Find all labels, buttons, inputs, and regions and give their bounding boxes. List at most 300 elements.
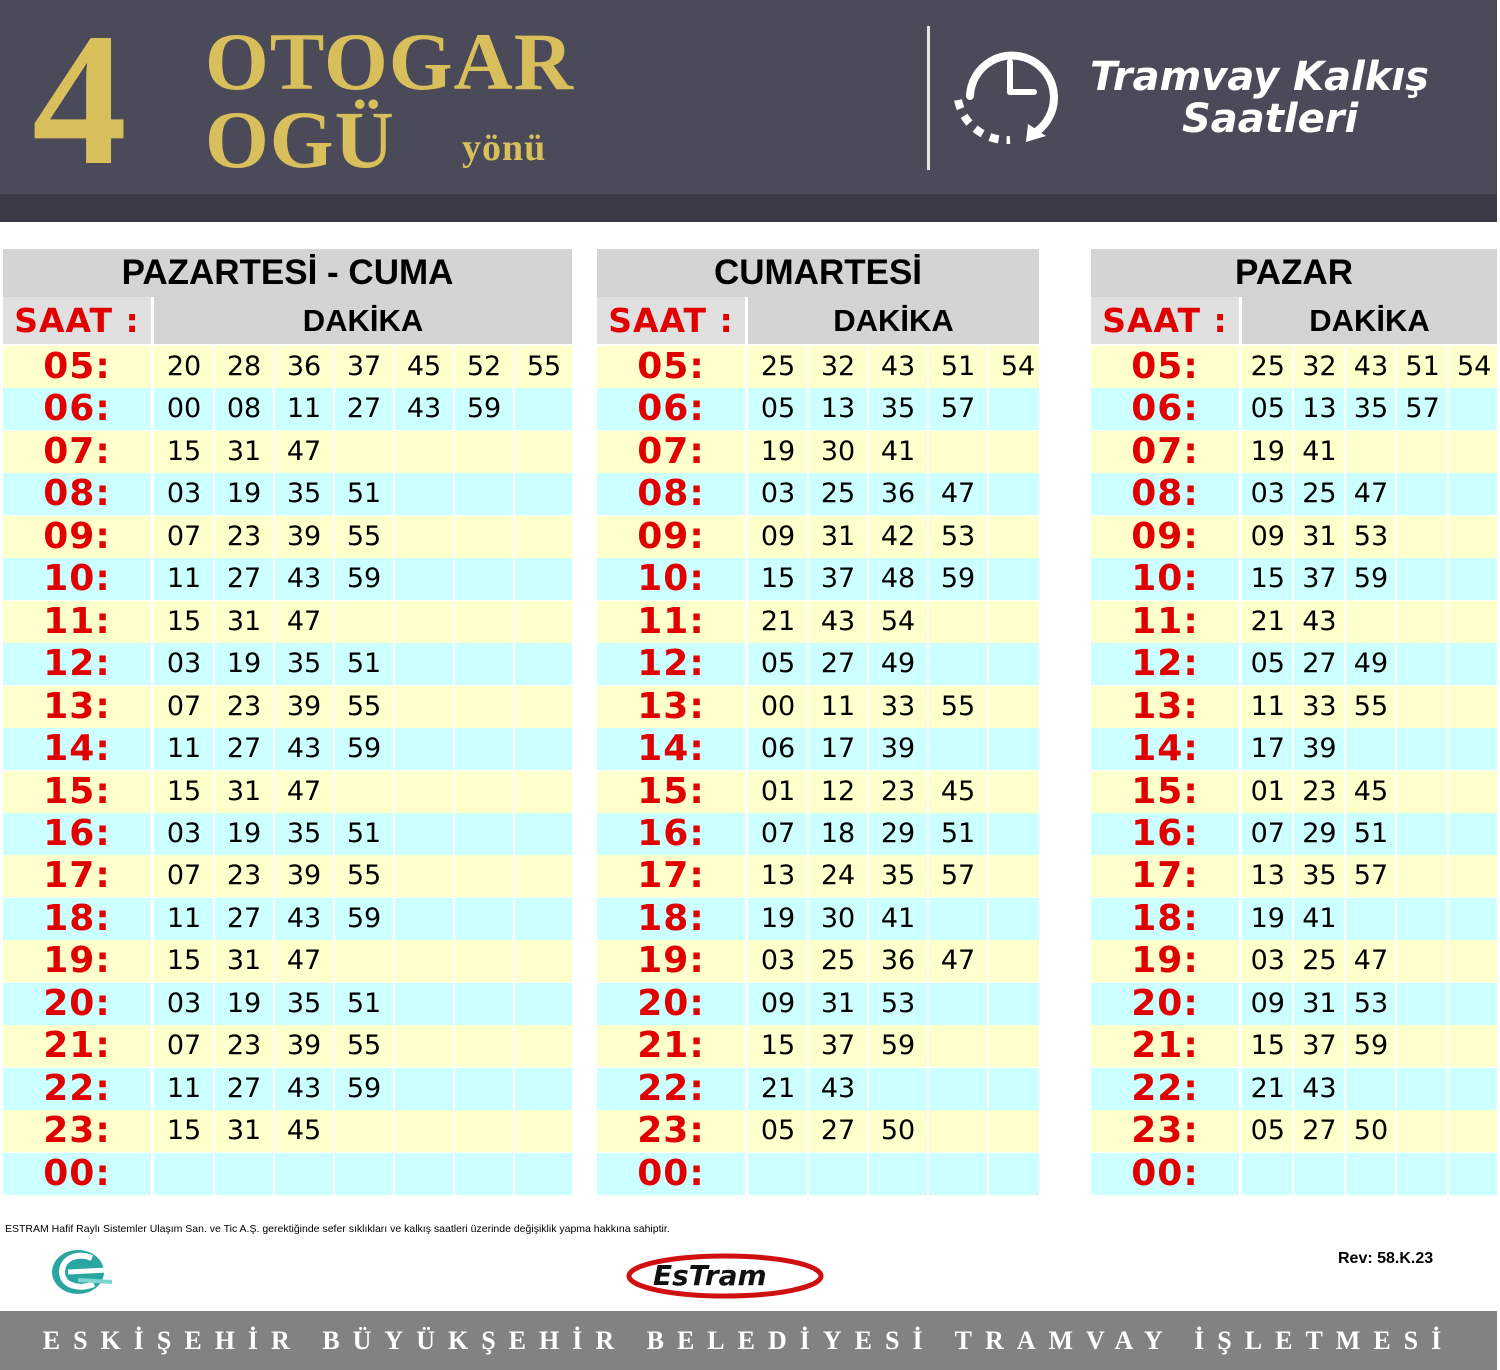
minute-cell: 31: [820, 987, 856, 1019]
hour-label: 08:: [43, 473, 111, 515]
minute-cell: 15: [166, 1115, 202, 1147]
column-divider: [453, 473, 455, 515]
column-divider: [987, 643, 989, 685]
minute-cell: 05: [1250, 393, 1285, 425]
schedule-title: CUMARTESİ: [597, 249, 1039, 297]
table-row: [3, 983, 572, 1025]
hour-label: 10:: [637, 558, 705, 600]
column-divider: [1447, 473, 1449, 515]
minute-cell: 27: [226, 733, 262, 765]
minute-cell: 27: [1302, 1115, 1337, 1147]
minute-cell: 55: [346, 520, 382, 552]
column-divider: [987, 728, 989, 770]
minute-cell: 47: [286, 775, 322, 807]
minute-cell: 43: [286, 1072, 322, 1104]
hour-label: 12:: [43, 643, 111, 685]
column-divider: [393, 813, 395, 855]
minute-cell: 27: [226, 563, 262, 595]
minute-cell: 17: [1250, 733, 1285, 765]
column-divider: [453, 686, 455, 728]
minute-cell: 25: [760, 351, 796, 382]
minute-cell: 37: [346, 351, 382, 382]
column-divider: [513, 940, 515, 982]
minute-cell: 55: [346, 690, 382, 722]
column-divider: [1447, 516, 1449, 558]
minute-cell: 55: [526, 351, 562, 382]
minute-cell: 30: [820, 435, 856, 467]
minute-cell: 39: [286, 520, 322, 552]
column-divider: [1395, 516, 1397, 558]
minute-cell: 51: [346, 478, 382, 510]
table-row: [3, 431, 572, 473]
minute-cell: 59: [1353, 1030, 1389, 1062]
column-divider: [1395, 1153, 1397, 1195]
column-divider: [1447, 728, 1449, 770]
column-divider: [453, 431, 455, 473]
estram-logo: [625, 1250, 825, 1300]
hour-label: 14:: [1131, 728, 1199, 770]
table-row: [1091, 346, 1497, 388]
hour-label: 11:: [43, 600, 111, 642]
column-divider: [333, 601, 335, 643]
column-divider: [393, 855, 395, 897]
column-divider: [807, 1153, 809, 1195]
column-divider: [927, 983, 929, 1025]
minute-cell: 07: [760, 817, 796, 849]
hour-label: 06:: [1131, 388, 1199, 430]
minute-cell: 45: [940, 775, 976, 807]
table-row: [597, 1068, 1039, 1110]
hour-label: 07:: [43, 430, 111, 472]
column-divider: [1344, 898, 1346, 940]
hour-label: 11:: [1131, 600, 1199, 642]
stop-name-b: OGÜ: [205, 94, 395, 185]
column-divider: [1344, 601, 1346, 643]
table-row: [597, 1153, 1039, 1195]
hour-label: 21:: [1131, 1025, 1199, 1067]
hour-label: 12:: [637, 643, 705, 685]
table-row: [597, 346, 1039, 388]
header-divider: [927, 26, 930, 170]
minute-cell: 09: [1250, 520, 1285, 552]
minute-cell: 19: [1250, 435, 1285, 467]
table-row: [597, 516, 1039, 558]
column-divider: [393, 1110, 395, 1152]
table-row: [1091, 1153, 1497, 1195]
column-divider: [1395, 1068, 1397, 1110]
minute-cell: 23: [1302, 775, 1337, 807]
clock-icon: [948, 40, 1080, 144]
hour-label: 16:: [1131, 812, 1199, 854]
minute-cell: 47: [286, 605, 322, 637]
minute-cell: 00: [760, 690, 796, 722]
minute-cell: 43: [286, 563, 322, 595]
column-divider: [1447, 643, 1449, 685]
minute-cell: 37: [1302, 563, 1337, 595]
column-divider: [453, 643, 455, 685]
table-row: [597, 1025, 1039, 1067]
minute-cell: 25: [1302, 478, 1337, 510]
minute-cell: 19: [226, 478, 262, 510]
column-divider: [1395, 558, 1397, 600]
minute-cell: 00: [166, 393, 202, 425]
hour-label: 09:: [637, 515, 705, 557]
minute-cell: 47: [940, 478, 976, 510]
column-divider: [745, 1153, 748, 1195]
minute-cell: 54: [880, 605, 916, 637]
saat-header: SAAT :: [3, 297, 151, 344]
minute-cell: 53: [880, 987, 916, 1019]
minute-cell: 47: [1353, 945, 1389, 977]
minute-cell: 09: [1250, 987, 1285, 1019]
minute-cell: 11: [1250, 690, 1285, 722]
table-row: [597, 473, 1039, 515]
column-divider: [927, 1025, 929, 1067]
hour-label: 23:: [637, 1110, 705, 1152]
table-row: [3, 388, 572, 430]
hour-label: 14:: [43, 728, 111, 770]
minute-cell: 59: [346, 733, 382, 765]
minute-cell: 32: [1302, 351, 1337, 382]
column-divider: [453, 771, 455, 813]
minute-cell: 03: [1250, 945, 1285, 977]
hour-label: 07:: [1131, 430, 1199, 472]
minute-cell: 27: [226, 902, 262, 934]
minute-cell: 09: [760, 520, 796, 552]
hour-label: 15:: [43, 770, 111, 812]
minute-cell: 23: [226, 860, 262, 892]
column-divider: [393, 728, 395, 770]
column-divider: [513, 728, 515, 770]
column-divider: [453, 1068, 455, 1110]
minute-cell: 19: [226, 817, 262, 849]
minute-cell: 15: [166, 605, 202, 637]
table-row: [3, 855, 572, 897]
stop-name-a: OTOGAR: [205, 16, 574, 107]
minute-cell: 52: [466, 351, 502, 382]
column-divider: [987, 1068, 989, 1110]
minute-cell: 51: [1353, 817, 1389, 849]
column-divider: [927, 898, 929, 940]
column-divider: [867, 1153, 869, 1195]
minute-cell: 25: [820, 478, 856, 510]
minute-cell: 29: [880, 817, 916, 849]
hour-label: 18:: [637, 897, 705, 939]
saat-header: SAAT :: [597, 297, 745, 344]
column-divider: [513, 473, 515, 515]
hour-label: 20:: [43, 982, 111, 1024]
column-divider: [1447, 431, 1449, 473]
hour-label: 09:: [43, 515, 111, 557]
hour-label: 20:: [637, 982, 705, 1024]
column-divider: [987, 388, 989, 430]
column-divider: [1395, 1110, 1397, 1152]
column-divider: [927, 1153, 929, 1195]
hour-label: 05:: [1131, 346, 1199, 387]
column-divider: [1447, 1110, 1449, 1152]
minute-cell: 36: [286, 351, 322, 382]
minute-cell: 19: [760, 435, 796, 467]
direction-word: yönü: [462, 127, 547, 169]
minute-cell: 39: [880, 733, 916, 765]
minute-cell: 20: [166, 351, 202, 382]
minute-cell: 43: [286, 902, 322, 934]
minute-cell: 42: [880, 520, 916, 552]
column-divider: [987, 558, 989, 600]
bottom-banner-text: ESKİŞEHİR BÜYÜKŞEHİR BELEDİYESİ TRAMVAY İŞLETMESİ: [42, 1326, 1455, 1355]
column-divider: [393, 473, 395, 515]
minute-cell: 31: [226, 775, 262, 807]
minute-cell: 18: [820, 817, 856, 849]
table-row: [1091, 558, 1497, 600]
schedule-title: PAZARTESİ - CUMA: [3, 249, 572, 297]
column-divider: [151, 1153, 154, 1195]
minute-cell: 53: [940, 520, 976, 552]
minute-cell: 27: [1302, 648, 1337, 680]
table-row: [3, 516, 572, 558]
minute-cell: 53: [1353, 987, 1389, 1019]
column-divider: [453, 813, 455, 855]
column-divider: [1447, 1025, 1449, 1067]
column-divider: [1395, 601, 1397, 643]
minute-cell: 41: [880, 902, 916, 934]
header-title-line2: Saatleri: [1182, 96, 1359, 142]
hour-label: 11:: [637, 600, 705, 642]
hour-label: 13:: [43, 685, 111, 727]
column-divider: [453, 855, 455, 897]
minute-cell: 25: [1302, 945, 1337, 977]
column-divider: [1239, 1153, 1242, 1195]
table-row: [3, 346, 572, 388]
hour-label: 16:: [637, 812, 705, 854]
minute-cell: 06: [760, 733, 796, 765]
minute-cell: 05: [1250, 648, 1285, 680]
estram-logo-text: EsTram: [653, 1259, 767, 1292]
minute-cell: 03: [166, 478, 202, 510]
column-divider: [513, 771, 515, 813]
minute-cell: 35: [286, 987, 322, 1019]
hour-label: 06:: [637, 388, 705, 430]
dakika-header: DAKİKA: [748, 297, 1039, 344]
column-divider: [927, 728, 929, 770]
table-row: [1091, 516, 1497, 558]
minute-cell: 31: [226, 945, 262, 977]
column-divider: [1447, 686, 1449, 728]
minute-cell: 07: [1250, 817, 1285, 849]
column-divider: [927, 1110, 929, 1152]
minute-cell: 03: [166, 648, 202, 680]
minute-cell: 25: [820, 945, 856, 977]
table-row: [597, 1110, 1039, 1152]
column-divider: [867, 1068, 869, 1110]
minute-cell: 50: [880, 1115, 916, 1147]
column-divider: [987, 940, 989, 982]
column-divider: [1447, 813, 1449, 855]
column-divider: [1395, 898, 1397, 940]
minute-cell: 11: [820, 690, 856, 722]
minute-cell: 27: [820, 648, 856, 680]
table-row: [1091, 983, 1497, 1025]
column-divider: [927, 1068, 929, 1110]
hour-label: 17:: [637, 855, 705, 897]
minute-cell: 19: [760, 902, 796, 934]
schedule-title: PAZAR: [1091, 249, 1497, 297]
minute-cell: 35: [286, 648, 322, 680]
column-divider: [513, 388, 515, 430]
table-row: [1091, 643, 1497, 685]
minute-cell: 23: [880, 775, 916, 807]
minute-cell: 57: [940, 860, 976, 892]
minute-cell: 49: [1353, 648, 1389, 680]
revision-label: Rev: 58.K.23: [1338, 1250, 1434, 1267]
minute-cell: 19: [226, 648, 262, 680]
column-divider: [1344, 1068, 1346, 1110]
column-divider: [453, 1110, 455, 1152]
hour-label: 15:: [1131, 770, 1199, 812]
minute-cell: 07: [166, 520, 202, 552]
column-divider: [453, 558, 455, 600]
table-row: [3, 898, 572, 940]
minute-cell: 47: [1353, 478, 1389, 510]
column-divider: [393, 643, 395, 685]
minute-cell: 59: [1353, 563, 1389, 595]
minute-cell: 28: [226, 351, 262, 382]
table-row: [3, 1025, 572, 1067]
minute-cell: 47: [286, 945, 322, 977]
column-divider: [393, 686, 395, 728]
minute-cell: 35: [880, 393, 916, 425]
minute-cell: 32: [820, 351, 856, 382]
column-divider: [513, 431, 515, 473]
schedule-panel: [1091, 249, 1497, 1199]
minute-cell: 47: [286, 435, 322, 467]
hour-label: 23:: [1131, 1110, 1199, 1152]
minute-cell: 30: [820, 902, 856, 934]
column-divider: [987, 1025, 989, 1067]
column-divider: [393, 1153, 395, 1195]
minute-cell: 05: [1250, 1115, 1285, 1147]
table-row: [1091, 855, 1497, 897]
minute-cell: 35: [1353, 393, 1389, 425]
minute-cell: 35: [286, 817, 322, 849]
column-divider: [393, 601, 395, 643]
schedule-panel: [3, 249, 572, 1199]
column-divider: [1395, 431, 1397, 473]
column-divider: [987, 983, 989, 1025]
minute-cell: 49: [880, 648, 916, 680]
column-divider: [513, 813, 515, 855]
minute-cell: 43: [286, 733, 322, 765]
table-row: [3, 558, 572, 600]
minute-cell: 31: [1302, 987, 1337, 1019]
column-divider: [393, 983, 395, 1025]
column-divider: [1447, 983, 1449, 1025]
table-row: [1091, 431, 1497, 473]
column-divider: [987, 1110, 989, 1152]
minute-cell: 36: [880, 478, 916, 510]
hour-label: 19:: [1131, 940, 1199, 982]
column-divider: [333, 1153, 335, 1195]
column-divider: [927, 643, 929, 685]
column-divider: [453, 1153, 455, 1195]
table-row: [597, 686, 1039, 728]
minute-cell: 05: [760, 648, 796, 680]
column-divider: [333, 771, 335, 813]
minute-cell: 43: [1302, 605, 1337, 637]
minute-cell: 15: [760, 563, 796, 595]
minute-cell: 13: [1302, 393, 1337, 425]
hour-label: 00:: [43, 1152, 111, 1194]
minute-cell: 15: [1250, 1030, 1285, 1062]
column-divider: [1395, 983, 1397, 1025]
minute-cell: 25: [1250, 351, 1285, 382]
column-divider: [1395, 473, 1397, 515]
minute-cell: 21: [1250, 1072, 1285, 1104]
column-divider: [1447, 1068, 1449, 1110]
minute-cell: 31: [1302, 520, 1337, 552]
minute-cell: 37: [1302, 1030, 1337, 1062]
minute-cell: 50: [1353, 1115, 1389, 1147]
hour-label: 08:: [1131, 473, 1199, 515]
minute-cell: 11: [166, 563, 202, 595]
minute-cell: 41: [880, 435, 916, 467]
column-divider: [987, 516, 989, 558]
minute-cell: 45: [1353, 775, 1389, 807]
table-row: [1091, 686, 1497, 728]
column-divider: [393, 771, 395, 813]
column-divider: [1292, 1153, 1294, 1195]
minute-cell: 59: [880, 1030, 916, 1062]
column-divider: [1395, 855, 1397, 897]
minute-cell: 31: [226, 435, 262, 467]
column-divider: [453, 898, 455, 940]
table-row: [1091, 940, 1497, 982]
table-row: [597, 855, 1039, 897]
table-row: [1091, 1025, 1497, 1067]
table-row: [3, 1153, 572, 1195]
hour-label: 19:: [43, 940, 111, 982]
minute-cell: 35: [1302, 860, 1337, 892]
minute-cell: 03: [760, 478, 796, 510]
column-divider: [513, 1110, 515, 1152]
table-row: [3, 940, 572, 982]
minute-cell: 05: [760, 393, 796, 425]
minute-cell: 35: [880, 860, 916, 892]
column-divider: [393, 1025, 395, 1067]
column-divider: [1447, 855, 1449, 897]
minute-cell: 31: [226, 605, 262, 637]
minute-cell: 07: [166, 690, 202, 722]
column-divider: [393, 940, 395, 982]
column-divider: [513, 855, 515, 897]
minute-cell: 39: [1302, 733, 1337, 765]
minute-cell: 54: [1000, 351, 1036, 382]
column-divider: [987, 1153, 989, 1195]
table-row: [1091, 1068, 1497, 1110]
minute-cell: 51: [1405, 351, 1440, 382]
minute-cell: 31: [820, 520, 856, 552]
column-divider: [1344, 1153, 1346, 1195]
minute-cell: 21: [760, 605, 796, 637]
table-row: [597, 643, 1039, 685]
minute-cell: 59: [940, 563, 976, 595]
minute-cell: 55: [1353, 690, 1389, 722]
table-row: [3, 643, 572, 685]
column-divider: [333, 940, 335, 982]
minute-cell: 11: [166, 733, 202, 765]
column-divider: [1395, 771, 1397, 813]
minute-cell: 09: [760, 987, 796, 1019]
